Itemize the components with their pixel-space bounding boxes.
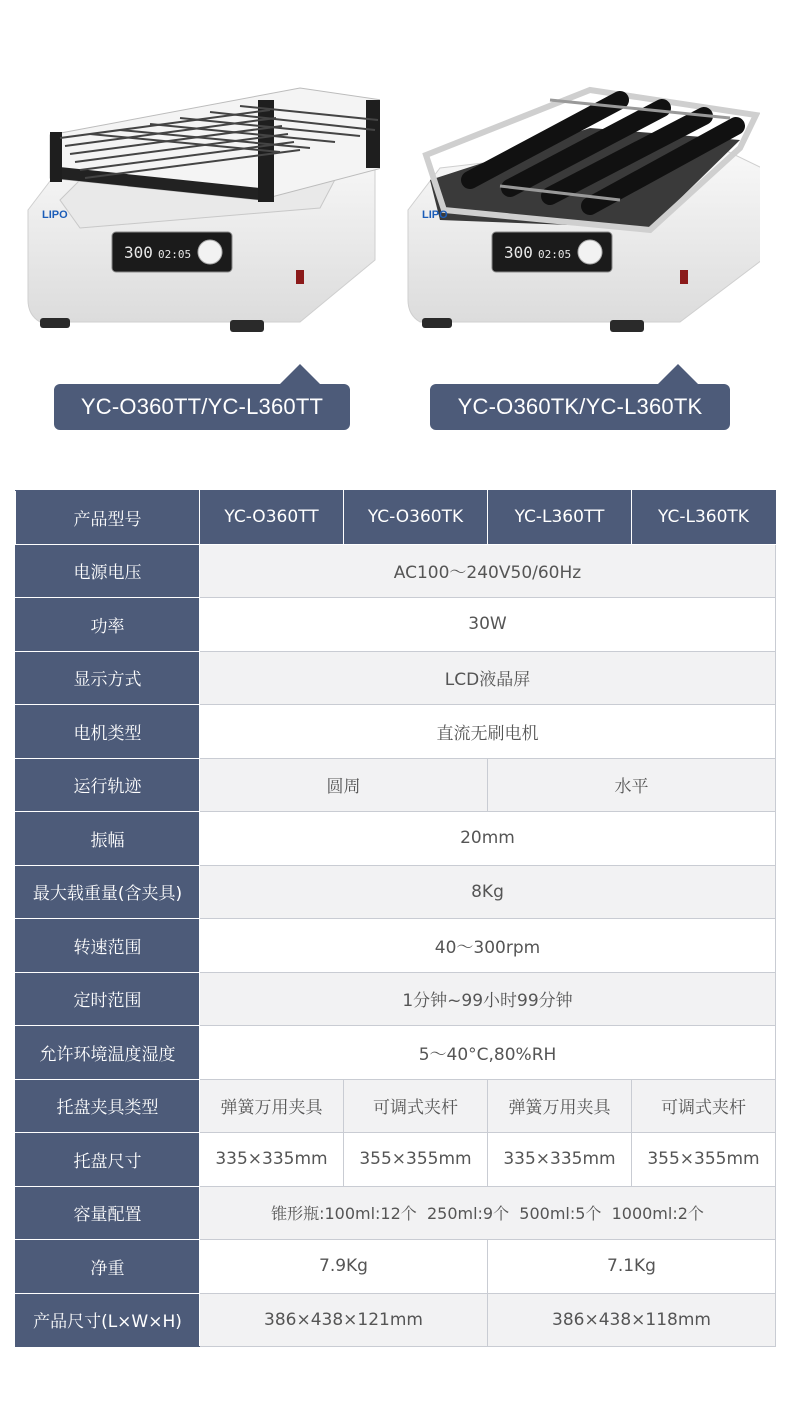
model-header: YC-O360TK	[344, 491, 488, 545]
badge-notch	[656, 364, 700, 386]
model-header: YC-L360TT	[488, 491, 632, 545]
cell-value: 355×355mm	[344, 1133, 488, 1187]
table-row	[16, 1240, 776, 1294]
cell-value: 可调式夹杆	[632, 1079, 776, 1133]
table-row	[16, 491, 776, 545]
badge-notch	[278, 364, 322, 386]
table-row	[16, 705, 776, 759]
table-row	[16, 544, 776, 598]
cell-value: 水平	[488, 758, 776, 812]
row-label: 电源电压	[16, 544, 200, 598]
table-row	[16, 812, 776, 866]
row-label: 托盘尺寸	[16, 1133, 200, 1187]
table-row	[16, 865, 776, 919]
model-badge-label: YC-O360TK/YC-L360TK	[457, 394, 703, 419]
display-time: 02:05	[538, 248, 572, 261]
row-label: 定时范围	[16, 972, 200, 1026]
table-row	[16, 919, 776, 973]
cell-value: 386×438×121mm	[200, 1293, 488, 1347]
cell-value: 弹簧万用夹具	[200, 1079, 344, 1133]
table-row	[16, 1293, 776, 1347]
cell-value: 直流无刷电机	[200, 705, 776, 759]
model-badge-tk	[430, 384, 730, 430]
row-label: 电机类型	[16, 705, 200, 759]
display-speed: 300	[124, 243, 153, 262]
table-row	[16, 1026, 776, 1080]
cell-value: 8Kg	[200, 865, 776, 919]
row-label: 运行轨迹	[16, 758, 200, 812]
row-label: 功率	[16, 598, 200, 652]
row-label: 振幅	[16, 812, 200, 866]
cell-value: 386×438×118mm	[488, 1293, 776, 1347]
cell-value: 355×355mm	[632, 1133, 776, 1187]
cell-value: 20mm	[200, 812, 776, 866]
table-row	[16, 598, 776, 652]
product-image-tt	[20, 60, 380, 350]
row-label: 显示方式	[16, 651, 200, 705]
cell-value: 圆周	[200, 758, 488, 812]
model-header: YC-O360TT	[200, 491, 344, 545]
product-image-tk	[400, 60, 760, 350]
table-row	[16, 651, 776, 705]
cell-value: 7.1Kg	[488, 1240, 776, 1294]
cell-value: AC100～240V50/60Hz	[200, 544, 776, 598]
model-header: YC-L360TK	[632, 491, 776, 545]
cell-value: 1分钟~99小时99分钟	[200, 972, 776, 1026]
table-row	[16, 972, 776, 1026]
model-badge-tt	[54, 384, 350, 430]
row-label: 最大载重量(含夹具)	[16, 865, 200, 919]
display-time: 02:05	[158, 248, 192, 261]
row-label: 产品型号	[16, 491, 200, 545]
brand-logo: LIPO	[42, 209, 68, 221]
table-row	[16, 1079, 776, 1133]
spec-table	[15, 490, 776, 1347]
cell-value: 335×335mm	[488, 1133, 632, 1187]
row-label: 托盘夹具类型	[16, 1079, 200, 1133]
row-label: 产品尺寸(L×W×H)	[16, 1293, 200, 1347]
cell-value: 弹簧万用夹具	[488, 1079, 632, 1133]
row-label: 净重	[16, 1240, 200, 1294]
row-label: 转速范围	[16, 919, 200, 973]
row-label: 容量配置	[16, 1186, 200, 1240]
cell-value: 7.9Kg	[200, 1240, 488, 1294]
row-label: 允许环境温度湿度	[16, 1026, 200, 1080]
cell-value: 5～40°C,80%RH	[200, 1026, 776, 1080]
cell-value: 30W	[200, 598, 776, 652]
model-badge-label: YC-O360TT/YC-L360TT	[80, 394, 324, 419]
display-speed: 300	[504, 243, 533, 262]
cell-value: 335×335mm	[200, 1133, 344, 1187]
table-row	[16, 1186, 776, 1240]
table-row	[16, 1133, 776, 1187]
brand-logo: LIPO	[422, 209, 448, 221]
cell-value: LCD液晶屏	[200, 651, 776, 705]
cell-value: 可调式夹杆	[344, 1079, 488, 1133]
table-row	[16, 758, 776, 812]
cell-value: 40～300rpm	[200, 919, 776, 973]
cell-value: 锥形瓶:100ml:12个 250ml:9个 500ml:5个 1000ml:2个	[200, 1186, 776, 1240]
